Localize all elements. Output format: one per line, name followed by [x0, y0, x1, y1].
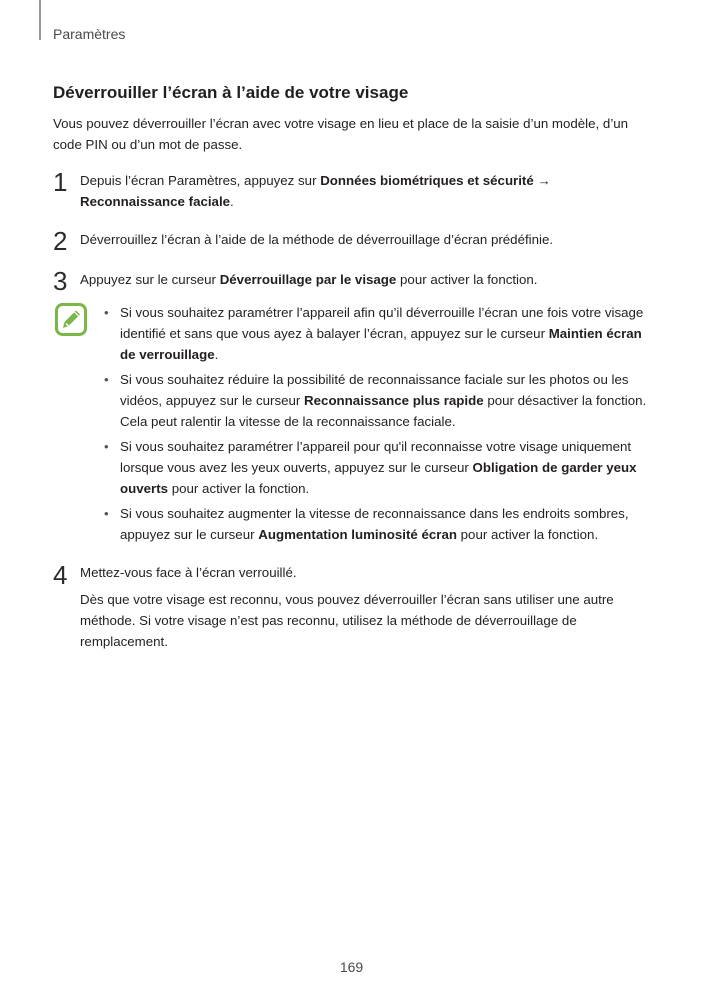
page-number: 169 — [339, 959, 364, 975]
note-item: • Si vous souhaitez paramétrer l’appareil afin qu’il déverrouille l’écran une fois votre visage identifié et sans que vous ayez à balayer l’écran, appuyez sur le curseur Maintien écran de verrouillage. — [104, 305, 644, 362]
step-4-text: Mettez-vous face à l’écran verrouillé. — [80, 565, 297, 580]
section-title: Déverrouiller l’écran à l’aide de votre visage — [53, 83, 409, 102]
header-rule — [39, 0, 41, 40]
step-4-detail: Dès que votre visage est reconnu, vous pouvez déverrouiller l’écran sans utiliser une autre méthode. Si votre visage n’est pas reconnu, utilisez la méthode de déverrouillage de remplacement. — [80, 592, 614, 649]
note-item: • Si vous souhaitez réduire la possibilité de reconnaissance faciale sur les photos ou les vidéos, appuyez sur le curseur Reconnaissance plus rapide pour désactiver la fonction. Cela peut ralentir la vitesse de la reconnaissance faciale. — [104, 372, 647, 429]
note-item: • Si vous souhaitez augmenter la vitesse de reconnaissance dans les endroits sombres, appuyez sur le curseur Augmentation luminosité écran pour activer la fonction. — [104, 506, 629, 542]
note-list — [104, 302, 649, 549]
header-title: Paramètres — [53, 26, 126, 42]
step-3-text: Appuyez sur le curseur Déverrouillage par le visage pour activer la fonction. — [80, 272, 538, 287]
note-item: • Si vous souhaitez paramétrer l’appareil pour qu'il reconnaisse votre visage uniquement lorsque vous avez les yeux ouverts, appuyez sur le curseur Obligation de garder yeux ouverts pour activer la fonction. — [104, 439, 637, 496]
step-3-number: 3 — [53, 266, 68, 296]
step-1-text: Depuis l’écran Paramètres, appuyez sur Données biométriques et sécurité → Reconnaissance faciale. — [80, 173, 551, 209]
step-4-number: 4 — [53, 560, 68, 590]
step-1-number: 1 — [53, 167, 68, 197]
step-1-menu-path: Données biométriques et sécurité — [320, 173, 534, 188]
step-3-setting: Déverrouillage par le visage — [219, 272, 397, 287]
step-2-number: 2 — [53, 226, 68, 256]
step-1-menu-item: Reconnaissance faciale — [80, 194, 231, 209]
intro-paragraph: Vous pouvez déverrouiller l’écran avec votre visage en lieu et place de la saisie d’un modèle, d’un code PIN ou d’un mot de passe. — [53, 116, 629, 152]
step-2-text: Déverrouillez l’écran à l’aide de la méthode de déverrouillage d’écran prédéfinie. — [80, 232, 554, 247]
note-pencil-icon — [55, 303, 87, 336]
